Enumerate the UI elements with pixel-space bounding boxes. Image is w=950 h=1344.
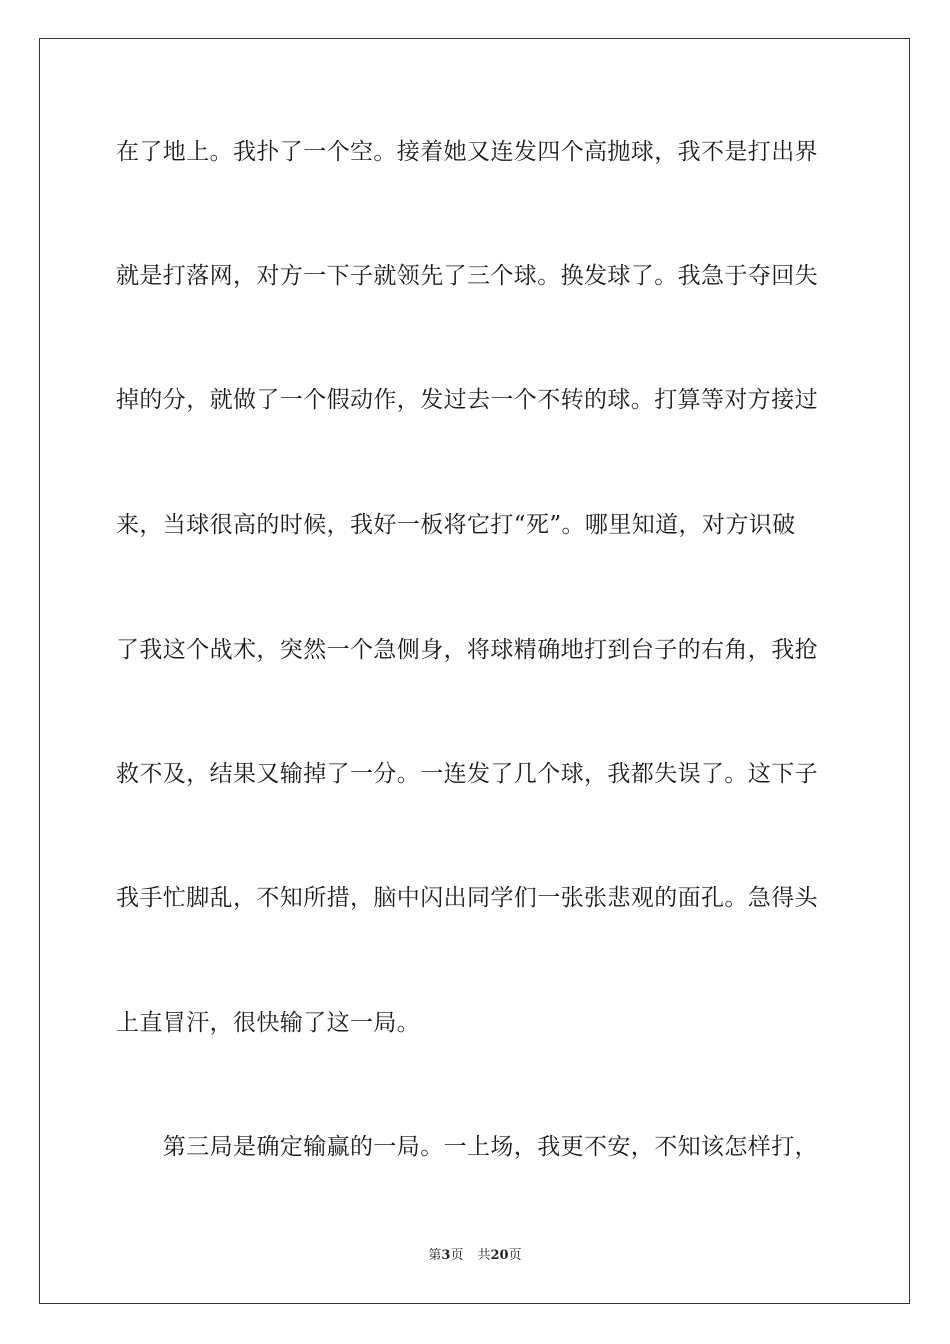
total-pages-label: 共20页 [477, 1248, 522, 1263]
body-text-line: 掉的分，就做了一个假动作，发过去一个不转的球。打算等对方接过 [116, 387, 818, 413]
body-text-line: 就是打落网，对方一下子就领先了三个球。换发球了。我急于夺回失 [116, 263, 818, 289]
body-text-line: 来，当球很高的时候，我好一板将它打“死”。哪里知道，对方识破 [116, 512, 796, 538]
body-text-line: 第三局是确定输赢的一局。一上场，我更不安，不知该怎样打， [116, 1134, 818, 1160]
page-number-label: 第3页 [428, 1248, 464, 1263]
body-text-line: 上直冒汗，很快输了这一局。 [116, 1010, 421, 1036]
body-text-line: 我手忙脚乱，不知所措，脑中闪出同学们一张张悲观的面孔。急得头 [116, 885, 818, 911]
body-text-line: 了我这个战术，突然一个急侧身，将球精确地打到台子的右角，我抢 [116, 637, 818, 663]
body-text-line: 在了地上。我扑了一个空。接着她又连发四个高抛球，我不是打出界 [116, 139, 818, 165]
page-footer [0, 1247, 950, 1265]
page-border [39, 38, 910, 1304]
body-text-line: 救不及，结果又输掉了一分。一连发了几个球，我都失误了。这下子 [116, 761, 818, 787]
